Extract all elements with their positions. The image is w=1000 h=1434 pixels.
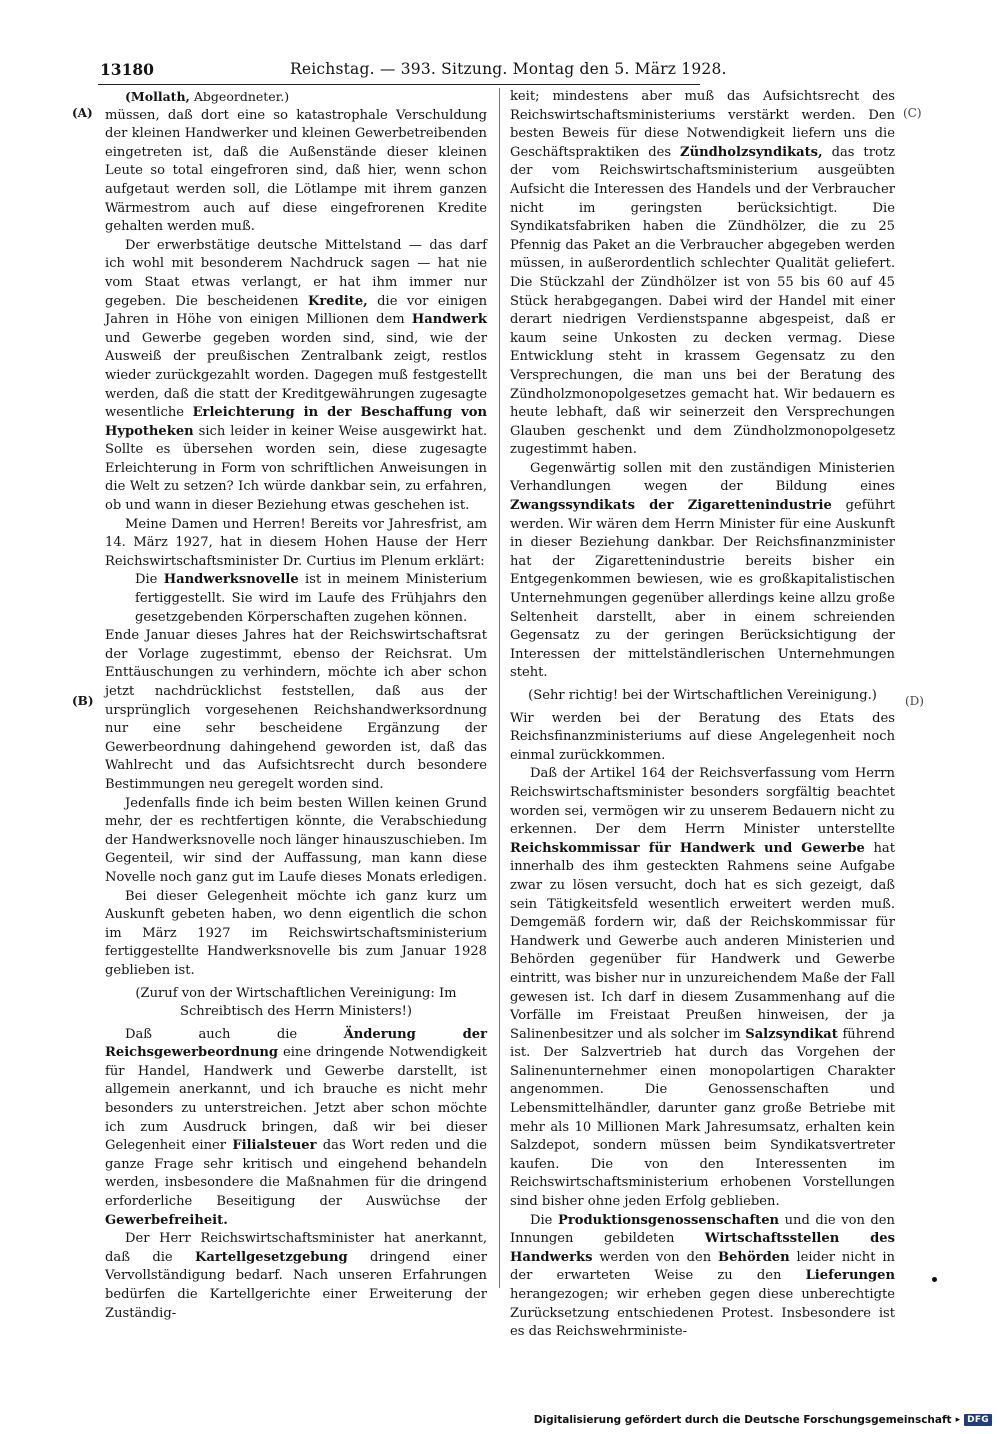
emphasis: Zündholzsyndikats, xyxy=(680,144,823,160)
paragraph: Bei dieser Gelegenheit möchte ich ganz kurz um Auskunft gebeten haben, wo denn eigentlich die schon im März 1927 im Reichswirtschaftsministerium fertiggestellte Handwerksnovelle bis zum Januar 1928 geblieben ist. xyxy=(105,888,487,978)
emphasis: Handwerksnovelle xyxy=(163,572,299,588)
block-quote: Die Handwerksnovelle ist in meinem Ministerium fertiggestellt. Sie wird im Laufe des Frühjahrs den gesetzgebenden Körperschaften zugehen können. xyxy=(135,572,487,625)
margin-marker-c: (C) xyxy=(903,106,922,120)
right-column xyxy=(510,88,895,1342)
interjection: (Zuruf von der Wirtschaftlichen Vereinigung: Im Schreibtisch des Herrn Ministers!) xyxy=(135,985,457,1020)
margin-dot xyxy=(932,1277,937,1282)
emphasis: Handwerk xyxy=(411,312,487,328)
emphasis: Produktionsgenossenschaften xyxy=(557,1212,780,1228)
page-number: 13180 xyxy=(100,60,154,79)
header-rule xyxy=(98,84,700,85)
paragraph: Die Produktionsgenossenschaften und die von den Innungen gebildeten Wirtschaftsstellen des Handwerks werden von den Behörden leider nicht in der erwarteten Weise zu den Lieferungen herangezogen; wir erheben gegen diese unberechtigte Zurücksetzung entschiedenen Protest. Insbesondere ist es das Reichswehrministe- xyxy=(510,1212,895,1340)
footer-credit: Digitalisierung gefördert durch die Deutsche Forschungsgemeinschaft ▸ DFG xyxy=(534,1414,992,1426)
footer-credit-text: Digitalisierung gefördert durch die Deutsche Forschungsgemeinschaft xyxy=(533,1414,952,1426)
paragraph: Wir werden bei der Beratung des Etats des Reichsfinanzministeriums auf diese Angelegenheit noch einmal zurückkommen. xyxy=(510,710,895,763)
page-header xyxy=(100,60,900,86)
paragraph: Der Herr Reichswirtschaftsminister hat anerkannt, daß die Kartellgesetzgebung dringend einer Vervollständigung bedarf. Nach unseren Erfahrungen bedürfen die Kartellgerichte einer Erweiterung der Zuständig- xyxy=(105,1231,487,1321)
speaker-role: Abgeordneter.) xyxy=(193,89,290,104)
paragraph: Der erwerbstätige deutsche Mittelstand — das darf ich wohl mit besonderem Nachdruck sagen — hat nie vom Staat etwas verlangt, er hat ihm immer nur gegeben. Die bescheidenen Kredite, die vor einigen Jahren in Höhe von einigen Millionen dem Handwerk und Gewerbe gegeben worden sind, sind, wie der Ausweiß der preußischen Zentralbank zeigt, restlos wieder zurückgezahlt worden. Dagegen muß festgestellt werden, daß die statt der Kreditgewährungen zugesagte wesentliche Erleichterung in der Beschaffung von Hypotheken sich leider in keiner Weise ausgewirkt hat. Sollte es übersehen worden sein, diese zugesagte Erleichterung in Form von schriftlichen Anweisungen in die Welt zu setzen? Ich würde dankbar sein, zu erfahren, ob und wann in dieser Beziehung etwas geschehen ist. xyxy=(105,237,487,514)
emphasis: Behörden xyxy=(718,1249,790,1265)
emphasis: Kartellgesetzgebung xyxy=(195,1249,348,1265)
emphasis: Salzsyndikat xyxy=(745,1026,838,1042)
interjection: (Sehr richtig! bei der Wirtschaftlichen Vereinigung.) xyxy=(528,688,877,703)
emphasis: Gewerbefreiheit. xyxy=(105,1212,228,1228)
paragraph: keit; mindestens aber muß das Aufsichtsrecht des Reichswirtschaftsministeriums verstärkt werden. Den besten Beweis für diese Notwendigkeit liefern uns die Geschäftspraktiken des Zündholzsyndikats, das trotz der vom Reichswirtschaftsministerium ausgeübten Aufsicht die Interessen des Handels und der Verbraucher nicht im geringsten berücksichtigt. Die Syndikatsfabriken haben die Zündhölzer, die zu 25 Pfennig das Paket an die Verbraucher abgegeben werden müssen, in außerordentlich schlechter Qualität geliefert. Die Stückzahl der Zündhölzer ist von 55 bis 60 auf 45 Stück herabgegangen. Dabei wird der Handel mit einer derart niedrigen Verdienstspanne abgespeist, daß er kaum seine Unkosten zu decken vermag. Diese Entwicklung steht in krassem Gegensatz zu den Versprechungen, die man uns bei der Beratung des Zündholzmonopolgesetzes gemacht hat. Wir bedauern es heute lebhaft, daß wir seinerzeit den Versprechungen Glauben geschenkt und dem Zündholzmonopolgesetz zugestimmt haben. xyxy=(510,89,895,458)
column-divider xyxy=(499,88,500,1288)
paragraph: Meine Damen und Herren! Bereits vor Jahresfrist, am 14. März 1927, hat in diesem Hohen Hause der Herr Reichswirtschaftsminister Dr. Curtius im Plenum erklärt: xyxy=(105,516,487,569)
paragraph: Gegenwärtig sollen mit den zuständigen Ministerien Verhandlungen wegen der Bildung eines Zwangssyndikats der Zigarettenindustrie geführt werden. Wir wären dem Herrn Minister für eine Auskunft in dieser Beziehung dankbar. Der Reichsfinanzminister hat der Zigarettenindustrie bereits bisher ein Entgegenkommen bewiesen, wie es großkapitalistischen Unternehmungen gegenüber allerdings keine allzu große Seltenheit darstellt, aber in einem schreienden Gegensatz zu der geringen Berücksichtigung der Interessen der mittelständlerischen Unternehmungen steht. xyxy=(510,460,896,681)
emphasis: Filialsteuer xyxy=(232,1138,317,1154)
emphasis: Reichskommissar für Handwerk und Gewerbe xyxy=(510,840,865,856)
speaker-name: (Mollath, xyxy=(125,89,190,104)
paragraph: Jedenfalls finde ich beim besten Willen keinen Grund mehr, der es rechtfertigen könnte, die Verabschiedung der Handwerksnovelle noch länger hinauszuschieben. Im Gegenteil, wir sind der Auffassung, man kann diese Novelle noch ganz gut im Laufe dieses Monats erledigen. xyxy=(105,795,487,885)
emphasis: Erleichterung in der Beschaffung von Hypotheken xyxy=(105,405,487,439)
margin-marker-b: (B) xyxy=(72,694,94,708)
emphasis: Lieferungen xyxy=(805,1268,895,1284)
paragraph: Daß auch die Änderung der Reichsgewerbeordnung eine dringende Notwendigkeit für Handel, Handwerk und Gewerbe darstellt, ist allgemein anerkannt, und ich brauche es nicht mehr besonders zu unterstreichen. Jetzt aber schon möchte ich zum Ausdruck bringen, daß wir bei dieser Gelegenheit einer Filialsteuer das Wort reden und die ganze Frage sehr kritisch und eingehend behandeln werden, insbesondere die Maßnahmen für die dringend erforderliche Beseitigung der Auswüchse der Gewerbefreiheit. xyxy=(105,1026,487,1228)
dfg-logo-icon: DFG xyxy=(964,1414,992,1426)
paragraph: müssen, daß dort eine so katastrophale Verschuldung der kleinen Handwerker und kleinen Gewerbetreibenden eingetreten ist, daß die Außenstände dieser kleinen Leute so total eingefroren sind, daß hier, wenn schon aufgetaut werden soll, die Lötlampe mit ihrem ganzen Wärmestrom auch auf diese eingefrorenen Kredite gehalten werden muß. xyxy=(105,107,487,235)
emphasis: Zwangssyndikats der Zigarettenindustrie xyxy=(510,498,832,514)
paragraph: Ende Januar dieses Jahres hat der Reichswirtschaftsrat der Vorlage zugestimmt, ebenso der Reichsrat. Um Enttäuschungen zu verhindern, möchte ich aber schon jetzt nachdrücklichst feststellen, daß aus der ursprünglich vorgesehenen Reichshandwerksordnung nur eine sehr bescheidene Ergänzung der Gewerbeordnung dahingehend geworden ist, daß das Wahlrecht und das Aufsichtsrecht durch besondere Bestimmungen neu geregelt worden sind. xyxy=(105,628,487,792)
running-head: Reichstag. — 393. Sitzung. Montag den 5. März 1928. xyxy=(290,60,727,78)
margin-marker-d: (D) xyxy=(905,694,924,708)
speaker-line xyxy=(105,88,487,107)
emphasis: Wirtschaftsstellen des Handwerks xyxy=(510,1231,895,1265)
left-column xyxy=(105,88,487,1323)
margin-marker-a: (A) xyxy=(72,106,93,120)
emphasis: Änderung der Reichsgewerbeordnung xyxy=(105,1026,487,1061)
emphasis: Kredite, xyxy=(308,293,368,309)
paragraph: Daß der Artikel 164 der Reichsverfassung vom Herrn Reichswirtschaftsminister besonders sorgfältig beachtet worden sei, vermögen wir zu unserem Bedauern nicht zu erkennen. Der dem Herrn Minister unterstellte Reichskommissar für Handwerk und Gewerbe hat innerhalb des ihm gesteckten Rahmens seine Aufgabe zwar zu lösen versucht, doch hat es sich gezeigt, daß sein Tätigkeitsfeld wesentlich erweitert werden muß. Demgemäß fordern wir, daß der Reichskommissar für Handwerk und Gewerbe auch anderen Ministerien und Behörden gegenüber für Handwerk und Gewerbe eintritt, was bisher nur in unzureichendem Maße der Fall gewesen ist. Ich darf in diesem Zusammenhang auf die Vorfälle im Freistaat Preußen hinweisen, der ja Salinenbesitzer und als solcher im Salzsyndikat führend ist. Der Salzvertrieb hat durch das Vorgehen der Salinenunternehmer einen monopolartigen Charakter angenommen. Die Genossenschaften und Lebensmittelhändler, darunter ganz große Betriebe mit mehr als 10 Millionen Mark Jahresumsatz, erhalten kein Salzdepot, sondern müssen beim Syndikatsvertreter kaufen. Die von den Interessenten im Reichswirtschaftsministerium erhobenen Vorstellungen sind bisher ohne jeden Erfolg geblieben. xyxy=(510,766,895,1210)
